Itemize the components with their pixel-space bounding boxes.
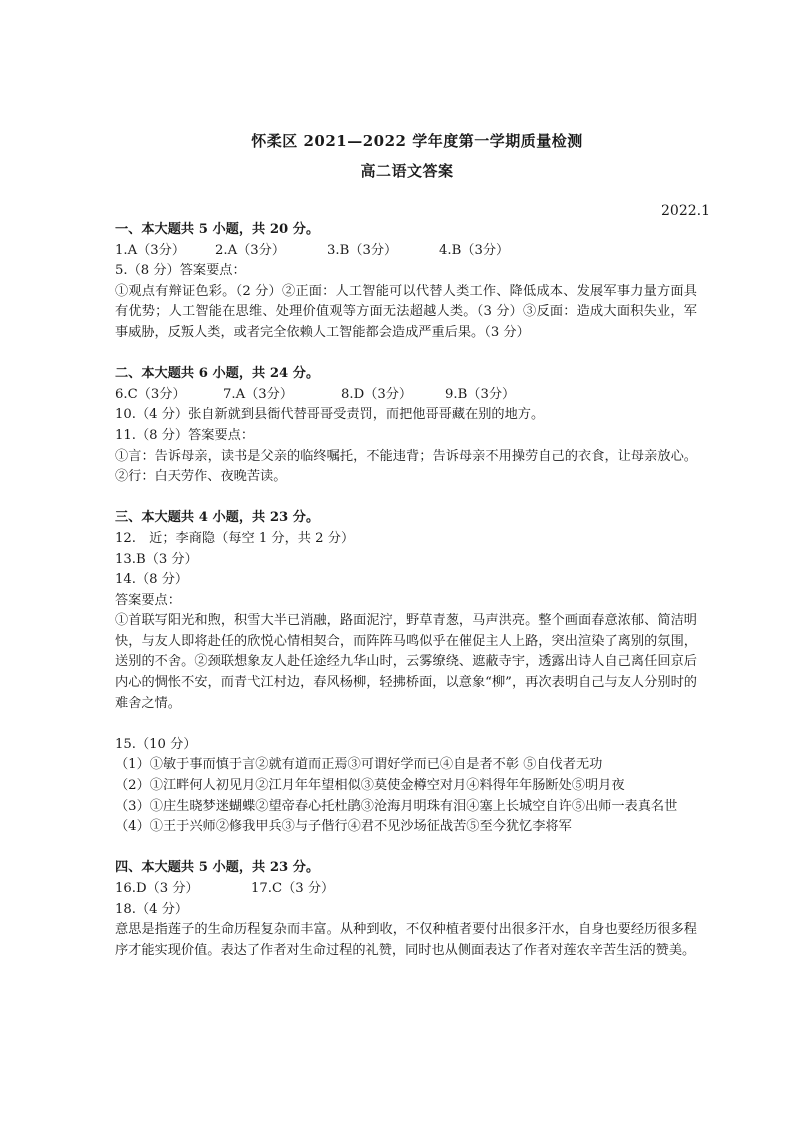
document-subtitle: 高二语文答案: [360, 162, 454, 180]
question-11-answer: ①言：告诉母亲，读书是父亲的临终嘱托，不能违背；告诉母亲不用操劳自己的衣食，让母亲放心。②行：白天劳作、夜晚苦读。: [115, 448, 697, 485]
answer-3: 3.B（3分）: [327, 242, 398, 258]
section-1-heading: 一、本大题共 5 小题，共 20 分。: [115, 222, 320, 237]
section-2-choice-answers: [115, 385, 697, 406]
question-15-title: 15.（10 分）: [115, 736, 197, 752]
question-11-title: 11.（8 分）答案要点：: [115, 427, 255, 443]
section-3-heading: 三、本大题共 4 小题，共 23 分。: [115, 510, 320, 526]
question-10-answer: 10.（4 分）张自新就到县衙代替哥哥受责罚，而把他哥哥藏在别的地方。: [115, 407, 545, 423]
question-15-part-4: （4）①王于兴师②修我甲兵③与子偕行④君不见沙场征战苦⑤至今犹忆李将军: [115, 819, 572, 835]
section-1-choice-answers: [115, 241, 697, 262]
question-15-part-2: （2）①江畔何人初见月②江月年年望相似③莫使金樽空对月④料得年年肠断处⑤明月夜: [115, 778, 625, 794]
section-2-heading: 二、本大题共 6 小题，共 24 分。: [115, 366, 320, 382]
answer-1: 1.A（3分）: [115, 242, 186, 258]
answer-8: 8.D（3分）: [341, 386, 413, 402]
question-12-answer: 12. 近；李商隐（每空 1 分，共 2 分）: [115, 530, 355, 546]
section-4-heading: 四、本大题共 5 小题，共 23 分。: [115, 860, 320, 876]
question-13-answer: 13.B（3 分）: [115, 551, 198, 567]
answer-2: 2.A（3分）: [215, 242, 286, 258]
question-14-answer: ①首联写阳光和煦，积雪大半已消融，路面泥泞，野草青葱，马声洪亮。整个画面春意浓郁、简洁明快，与友人即将赴任的欣悦心情相契合，而阵阵马鸣似乎在催促主人上路，突出渲染了离别的氛围，送别的不舍。②颈联想象友人赴任途经九华山时，云雾缭绕、遮蔽寺宇，透露出诗人自己离任回京后内心的惆怅不安，而青弋江村边，春风杨柳，轻拂桥面，以意象“柳”，再次表明自己与友人分别时的难舍之情。: [115, 613, 697, 711]
answer-7: 7.A（3分）: [223, 386, 294, 402]
question-15-part-1: （1）①敏于事而慎于言②就有道而正焉③可谓好学而已④自是者不彰 ⑤自伐者无功: [115, 757, 603, 773]
question-18-title: 18.（4 分）: [115, 901, 189, 917]
question-15-part-3: （3）①庄生晓梦迷蝴蝶②望帝春心托杜鹃③沧海月明珠有泪④塞上长城空自许⑤出师一表真名世: [115, 798, 678, 814]
question-14-title: 14.（8 分）: [115, 572, 189, 588]
answer-9: 9.B（3分）: [445, 386, 516, 402]
question-5-answer: ①观点有辩证色彩。（2 分）②正面：人工智能可以代替人类工作、降低成本、发展军事力量方面具有优势；人工智能在思维、处理价值观等方面无法超越人类。（3 分）③反面：造成大面积失业，军事威胁，反叛人类，或者完全依赖人工智能都会造成严重后果。（3 分）: [115, 283, 697, 340]
section-4-choice-answers: [115, 879, 697, 900]
question-18-answer: 意思是指莲子的生命历程复杂而丰富。从种到收，不仅种植者要付出很多汗水，自身也要经历很多程序才能实现价值。表达了作者对生命过程的礼赞，同时也从侧面表达了作者对莲农辛苦生活的赞美。: [115, 922, 697, 958]
document-title: 怀柔区 2021—2022 学年度第一学期质量检测: [251, 132, 583, 150]
answer-content: [115, 220, 697, 961]
question-14-label: 答案要点：: [115, 592, 181, 608]
question-5-title: 5.（8 分）答案要点：: [115, 263, 246, 279]
answer-17: 17.C（3 分）: [251, 881, 335, 896]
answer-16: 16.D（3 分）: [115, 881, 199, 896]
document-date: 2022.1: [661, 203, 710, 219]
answer-4: 4.B（3分）: [439, 242, 510, 258]
answer-6: 6.C（3分）: [115, 386, 186, 402]
